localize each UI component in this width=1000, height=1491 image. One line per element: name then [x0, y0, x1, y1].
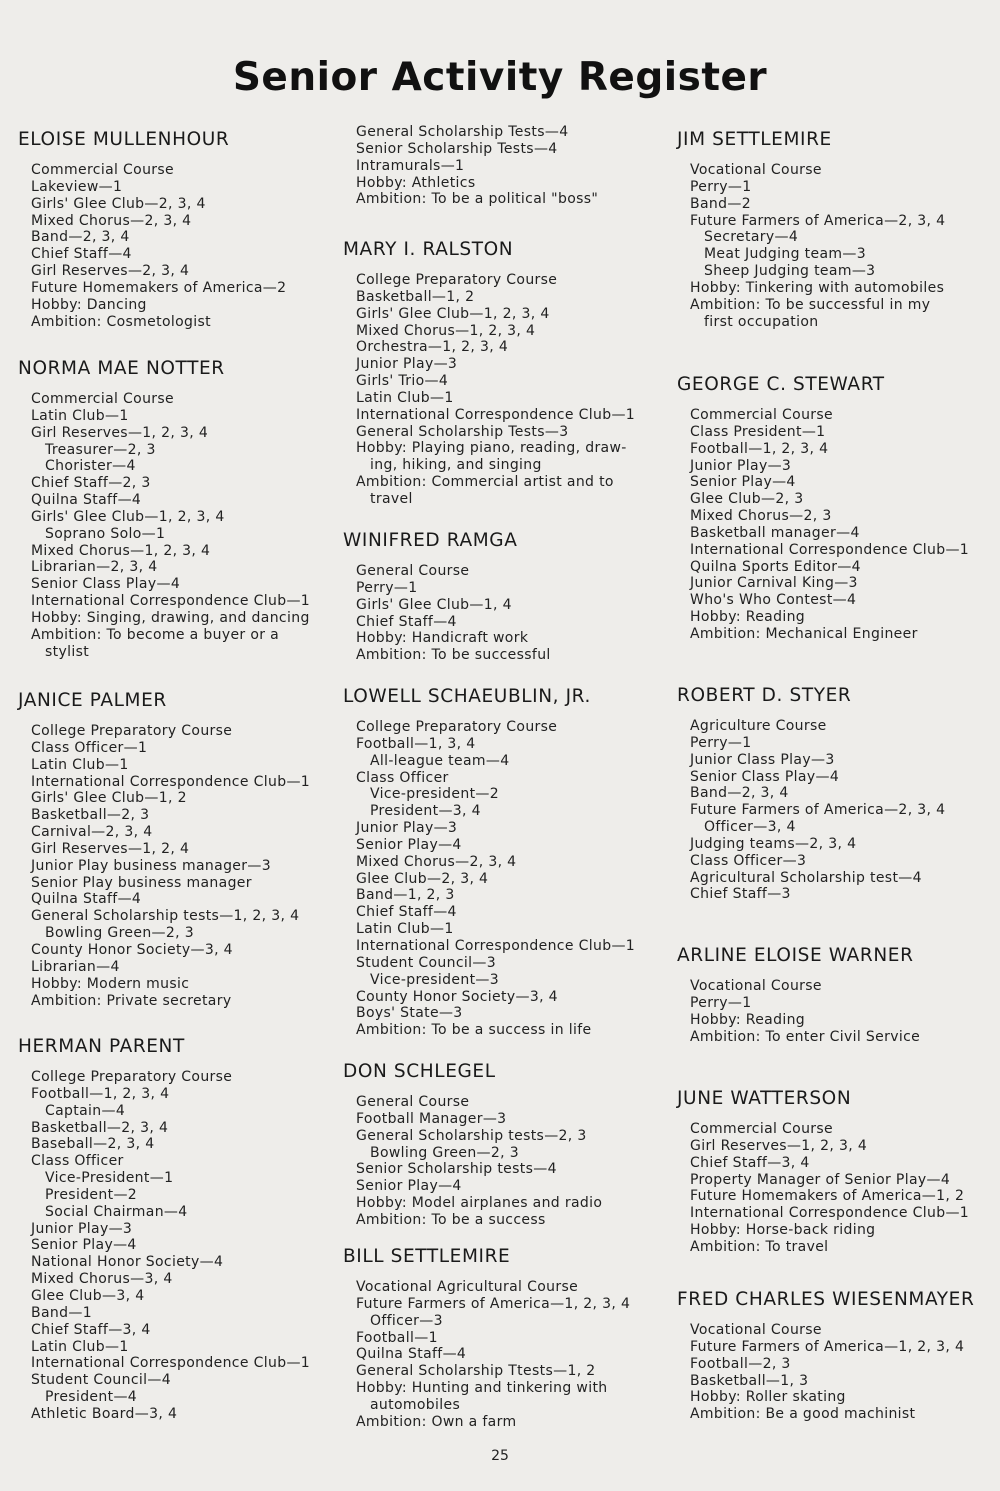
- activity-line: Vocational Course: [690, 978, 822, 994]
- activity-list: [690, 978, 1000, 1045]
- activity-line: Hobby: Dancing: [31, 296, 147, 313]
- activity-line: Mixed Chorus—3, 4: [31, 1271, 173, 1288]
- page-number: 25: [491, 1448, 509, 1464]
- activity-line: Latin Club—1: [356, 921, 454, 938]
- activity-line: Future Farmers of America—2, 3, 4: [690, 802, 946, 819]
- activity-line: Basketball—1, 3: [690, 1372, 809, 1389]
- activity-line: County Honor Society—3, 4: [31, 941, 233, 958]
- activity-line: Class Officer: [31, 1153, 124, 1170]
- page-title: Senior Activity Register: [232, 55, 768, 100]
- activity-line: Ambition: Own a farm: [356, 1413, 517, 1430]
- student-name: LOWELL SCHAEUBLIN, JR.: [343, 686, 591, 707]
- activity-line: Who's Who Contest—4: [690, 592, 857, 609]
- activity-line: Girls' Glee Club—1, 4: [356, 596, 512, 613]
- student-entry: [677, 684, 1000, 903]
- student-entry: [677, 128, 1000, 330]
- activity-line: Quilna Sports Editor—4: [690, 558, 861, 575]
- activity-line: Band—2, 3, 4: [690, 785, 789, 802]
- activity-line: Senior Scholarship Tests—4: [356, 140, 558, 157]
- student-entry: [677, 1288, 1000, 1423]
- activity-line: General Course: [356, 1094, 470, 1110]
- activity-line: Baseball—2, 3, 4: [31, 1136, 155, 1153]
- activity-line: Junior Carnival King—3: [690, 575, 858, 592]
- activity-line: Chief Staff—3: [690, 886, 791, 903]
- activity-line: automobiles: [370, 1396, 461, 1413]
- activity-line: President—3, 4: [370, 803, 481, 820]
- activity-list: [690, 162, 1000, 330]
- activity-line: International Correspondence Club—1: [31, 593, 311, 610]
- activity-line: Band—1: [31, 1304, 92, 1321]
- activity-line: Ambition: To be a success in life: [356, 1022, 592, 1039]
- student-name: JANICE PALMER: [18, 690, 167, 711]
- activity-list: [31, 723, 348, 1009]
- activity-line: Latin Club—1: [31, 1338, 129, 1355]
- activity-line: Basketball—2, 3, 4: [31, 1119, 169, 1136]
- activity-line: Latin Club—1: [31, 756, 129, 773]
- activity-line: Officer—3: [370, 1312, 443, 1329]
- student-name: HERMAN PARENT: [18, 1036, 185, 1057]
- activity-line: Senior Class Play—4: [31, 576, 181, 593]
- activity-line: Commercial Course: [690, 407, 834, 423]
- activity-line: Perry—1: [690, 994, 752, 1011]
- activity-line: General Scholarship tests—2, 3: [356, 1127, 587, 1144]
- activity-line: Mixed Chorus—1, 2, 3, 4: [356, 322, 536, 339]
- activity-line: first occupation: [704, 313, 819, 330]
- student-name: MARY I. RALSTON: [343, 239, 514, 260]
- activity-line: Librarian—4: [31, 958, 120, 975]
- activity-line: Student Council—3: [356, 954, 496, 971]
- activity-line: Hobby: Playing piano, reading, draw-: [356, 440, 627, 457]
- activity-line: Commercial Course: [690, 1121, 834, 1137]
- activity-line: General Scholarship Tests—4: [356, 124, 569, 140]
- activity-line: Girl Reserves—1, 2, 3, 4: [690, 1137, 868, 1154]
- student-name: BILL SETTLEMIRE: [343, 1246, 511, 1267]
- activity-list: [356, 563, 673, 664]
- activity-line: Future Homemakers of America—1, 2: [690, 1188, 965, 1205]
- activity-line: Quilna Staff—4: [31, 492, 142, 509]
- activity-list: [356, 719, 673, 1039]
- activity-line: Ambition: Private secretary: [31, 992, 232, 1009]
- activity-line: Glee Club—2, 3: [690, 491, 804, 508]
- activity-line: Boys' State—3: [356, 1005, 463, 1022]
- activity-line: Junior Play—3: [690, 457, 792, 474]
- activity-list: [31, 391, 348, 661]
- activity-line: Girl Reserves—1, 2, 3, 4: [31, 424, 209, 441]
- activity-line: President—4: [45, 1389, 138, 1406]
- activity-line: International Correspondence Club—1: [31, 1355, 311, 1372]
- activity-line: Band—1, 2, 3: [356, 887, 455, 904]
- activity-line: Ambition: To be a political "boss": [356, 191, 599, 208]
- activity-line: Librarian—2, 3, 4: [31, 559, 158, 576]
- activity-line: General Scholarship Ttests—1, 2: [356, 1363, 596, 1380]
- student-entry: [343, 529, 673, 664]
- activity-line: General Scholarship tests—1, 2, 3, 4: [31, 908, 300, 925]
- activity-line: Hobby: Horse-back riding: [690, 1222, 876, 1239]
- activity-line: Agriculture Course: [690, 718, 827, 734]
- activity-line: Meat Judging team—3: [704, 246, 866, 263]
- activity-line: Girls' Glee Club—1, 2: [31, 790, 187, 807]
- student-name: FRED CHARLES WIESENMAYER: [677, 1289, 975, 1310]
- activity-line: ing, hiking, and singing: [370, 457, 542, 474]
- activity-line: Glee Club—3, 4: [31, 1287, 145, 1304]
- activity-line: Hobby: Roller skating: [690, 1389, 846, 1406]
- activity-line: Hobby: Athletics: [356, 174, 476, 191]
- student-entry: [343, 1245, 673, 1431]
- activity-line: Hobby: Reading: [690, 609, 806, 626]
- activity-line: Class Officer—3: [690, 852, 807, 869]
- activity-line: Ambition: To be successful in my: [690, 296, 931, 313]
- activity-line: Hobby: Tinkering with automobiles: [690, 279, 945, 296]
- activity-line: Girl Reserves—1, 2, 4: [31, 840, 190, 857]
- activity-line: Football—1, 3, 4: [356, 735, 476, 752]
- activity-line: Judging teams—2, 3, 4: [690, 835, 857, 852]
- activity-line: Commercial Course: [31, 391, 175, 407]
- activity-line: Class President—1: [690, 423, 826, 440]
- activity-list: [690, 718, 1000, 903]
- activity-line: travel: [370, 490, 413, 507]
- activity-line: Chief Staff—2, 3: [31, 475, 151, 492]
- activity-line: Football—1, 2, 3, 4: [690, 440, 829, 457]
- student-name: ELOISE MULLENHOUR: [18, 129, 230, 150]
- activity-line: Intramurals—1: [356, 157, 465, 174]
- activity-line: Chorister—4: [45, 458, 136, 475]
- activity-line: Basketball—1, 2: [356, 288, 475, 305]
- activity-list: [690, 1121, 1000, 1256]
- activity-line: National Honor Society—4: [31, 1254, 224, 1271]
- activity-line: Junior Play—3: [356, 356, 458, 373]
- activity-line: International Correspondence Club—1: [356, 406, 636, 423]
- activity-line: Future Farmers of America—1, 2, 3, 4: [690, 1338, 965, 1355]
- activity-line: Junior Play—3: [356, 820, 458, 837]
- activity-line: Vice-President—1: [45, 1170, 174, 1187]
- activity-list: [690, 1322, 1000, 1423]
- activity-line: Class Officer—1: [31, 739, 148, 756]
- activity-line: International Correspondence Club—1: [690, 541, 970, 558]
- activity-line: Girl Reserves—2, 3, 4: [31, 263, 190, 280]
- activity-line: Soprano Solo—1: [45, 525, 166, 542]
- activity-line: Girls' Glee Club—2, 3, 4: [31, 195, 206, 212]
- activity-line: General Scholarship Tests—3: [356, 423, 569, 440]
- student-name: NORMA MAE NOTTER: [18, 358, 225, 379]
- activity-line: Ambition: Cosmetologist: [31, 313, 211, 330]
- activity-line: Senior Play—4: [356, 1178, 462, 1195]
- student-entry: [18, 357, 348, 661]
- activity-line: Secretary—4: [704, 229, 799, 246]
- activity-line: Girls' Glee Club—1, 2, 3, 4: [356, 305, 550, 322]
- student-entry: [18, 689, 348, 1009]
- activity-line: Chief Staff—4: [356, 904, 457, 921]
- activity-line: Quilna Staff—4: [31, 891, 142, 908]
- activity-list: [31, 162, 348, 330]
- activity-line: County Honor Society—3, 4: [356, 988, 558, 1005]
- activity-line: Perry—1: [690, 178, 752, 195]
- activity-line: Chief Staff—4: [356, 613, 457, 630]
- activity-line: Senior Scholarship tests—4: [356, 1161, 557, 1178]
- activity-line: Latin Club—1: [356, 389, 454, 406]
- activity-line: College Preparatory Course: [31, 1069, 233, 1085]
- activity-line: Junior Class Play—3: [690, 751, 835, 768]
- activity-line: Football—1: [356, 1329, 438, 1346]
- activity-line: Ambition: Mechanical Engineer: [690, 625, 918, 642]
- activity-line: Latin Club—1: [31, 407, 129, 424]
- activity-line: Future Homemakers of America—2: [31, 279, 287, 296]
- activity-list: [31, 1069, 348, 1423]
- activity-list: [690, 407, 1000, 643]
- student-name: WINIFRED RAMGA: [343, 530, 518, 551]
- activity-line: Vice-president—3: [370, 971, 500, 988]
- activity-list: [356, 1279, 673, 1431]
- activity-line: Officer—3, 4: [704, 819, 796, 836]
- activity-line: President—2: [45, 1186, 138, 1203]
- activity-line: Ambition: To enter Civil Service: [690, 1028, 921, 1045]
- activity-line: Mixed Chorus—2, 3: [690, 508, 832, 525]
- activity-line: Senior Play business manager: [31, 874, 252, 891]
- student-entry: [343, 238, 673, 508]
- activity-line: Chief Staff—3, 4: [31, 1321, 151, 1338]
- activity-line: Bowling Green—2, 3: [45, 925, 195, 942]
- activity-line: Perry—1: [690, 734, 752, 751]
- activity-line: Ambition: Commercial artist and to: [356, 474, 614, 491]
- student-name: DON SCHLEGEL: [343, 1061, 496, 1082]
- activity-line: College Preparatory Course: [31, 723, 233, 739]
- student-entry: [343, 685, 673, 1039]
- activity-line: Junior Play—3: [31, 1220, 133, 1237]
- student-name: ARLINE ELOISE WARNER: [677, 945, 914, 966]
- activity-line: Junior Play business manager—3: [31, 857, 271, 874]
- student-entry: [343, 124, 673, 208]
- activity-line: International Correspondence Club—1: [31, 773, 311, 790]
- activity-line: Football—2, 3: [690, 1355, 791, 1372]
- activity-line: Band—2: [690, 195, 751, 212]
- activity-line: Senior Play—4: [356, 836, 462, 853]
- student-name: JIM SETTLEMIRE: [677, 129, 832, 150]
- activity-line: College Preparatory Course: [356, 719, 558, 735]
- activity-line: Basketball manager—4: [690, 524, 860, 541]
- activity-line: Lakeview—1: [31, 178, 123, 195]
- student-entry: [343, 1060, 673, 1229]
- student-name: ROBERT D. STYER: [677, 685, 852, 706]
- activity-line: Quilna Staff—4: [356, 1346, 467, 1363]
- activity-line: Captain—4: [45, 1102, 126, 1119]
- activity-line: Ambition: To travel: [690, 1238, 829, 1255]
- student-entry: [18, 128, 348, 330]
- activity-line: Vice-president—2: [370, 786, 500, 803]
- student-name: GEORGE C. STEWART: [677, 374, 885, 395]
- activity-line: Hobby: Modern music: [31, 975, 190, 992]
- activity-line: Treasurer—2, 3: [45, 441, 156, 458]
- activity-line: Hobby: Hunting and tinkering with: [356, 1380, 608, 1397]
- activity-line: Commercial Course: [31, 162, 175, 178]
- activity-line: Basketball—2, 3: [31, 807, 150, 824]
- student-name: JUNE WATTERSON: [677, 1088, 852, 1109]
- activity-line: Future Farmers of America—2, 3, 4: [690, 212, 946, 229]
- activity-line: Perry—1: [356, 579, 418, 596]
- activity-line: Class Officer: [356, 769, 449, 786]
- student-entry: [677, 373, 1000, 643]
- activity-line: Senior Class Play—4: [690, 768, 840, 785]
- student-entry: [18, 1035, 348, 1423]
- activity-line: Sheep Judging team—3: [704, 263, 876, 280]
- activity-line: Ambition: Be a good machinist: [690, 1406, 916, 1423]
- activity-line: Vocational Course: [690, 1322, 822, 1338]
- activity-line: Senior Play—4: [690, 474, 796, 491]
- student-entry: [677, 1087, 1000, 1256]
- activity-line: Orchestra—1, 2, 3, 4: [356, 339, 509, 356]
- activity-line: Social Chairman—4: [45, 1203, 188, 1220]
- activity-line: Glee Club—2, 3, 4: [356, 870, 489, 887]
- student-entry: [677, 944, 1000, 1045]
- activity-line: International Correspondence Club—1: [690, 1205, 970, 1222]
- activity-line: Future Farmers of America—1, 2, 3, 4: [356, 1295, 631, 1312]
- activity-line: Chief Staff—3, 4: [690, 1154, 810, 1171]
- activity-line: Athletic Board—3, 4: [31, 1405, 178, 1422]
- activity-line: General Course: [356, 563, 470, 579]
- activity-list: [356, 1094, 673, 1229]
- activity-list: [356, 124, 673, 208]
- activity-line: Student Council—4: [31, 1372, 171, 1389]
- activity-line: stylist: [45, 643, 90, 660]
- activity-line: International Correspondence Club—1: [356, 937, 636, 954]
- activity-line: Vocational Agricultural Course: [356, 1279, 579, 1295]
- activity-line: Chief Staff—4: [31, 246, 132, 263]
- activity-line: Ambition: To become a buyer or a: [31, 626, 280, 643]
- activity-line: Carnival—2, 3, 4: [31, 824, 153, 841]
- activity-line: College Preparatory Course: [356, 272, 558, 288]
- activity-line: Vocational Course: [690, 162, 822, 178]
- activity-line: All-league team—4: [370, 752, 510, 769]
- activity-line: Girls' Trio—4: [356, 373, 449, 390]
- activity-line: Hobby: Model airplanes and radio: [356, 1195, 603, 1212]
- activity-line: Football—1, 2, 3, 4: [31, 1085, 170, 1102]
- activity-line: Girls' Glee Club—1, 2, 3, 4: [31, 508, 225, 525]
- activity-list: [356, 272, 673, 508]
- activity-line: Hobby: Singing, drawing, and dancing: [31, 609, 310, 626]
- activity-line: Football Manager—3: [356, 1110, 507, 1127]
- activity-line: Mixed Chorus—2, 3, 4: [31, 212, 192, 229]
- activity-line: Senior Play—4: [31, 1237, 137, 1254]
- activity-line: Hobby: Handicraft work: [356, 630, 529, 647]
- activity-line: Band—2, 3, 4: [31, 229, 130, 246]
- activity-line: Property Manager of Senior Play—4: [690, 1171, 951, 1188]
- activity-line: Mixed Chorus—1, 2, 3, 4: [31, 542, 211, 559]
- activity-line: Ambition: To be a success: [356, 1211, 546, 1228]
- activity-line: Agricultural Scholarship test—4: [690, 869, 922, 886]
- activity-line: Ambition: To be successful: [356, 647, 551, 664]
- activity-line: Bowling Green—2, 3: [370, 1144, 520, 1161]
- activity-line: Mixed Chorus—2, 3, 4: [356, 853, 517, 870]
- activity-line: Hobby: Reading: [690, 1011, 806, 1028]
